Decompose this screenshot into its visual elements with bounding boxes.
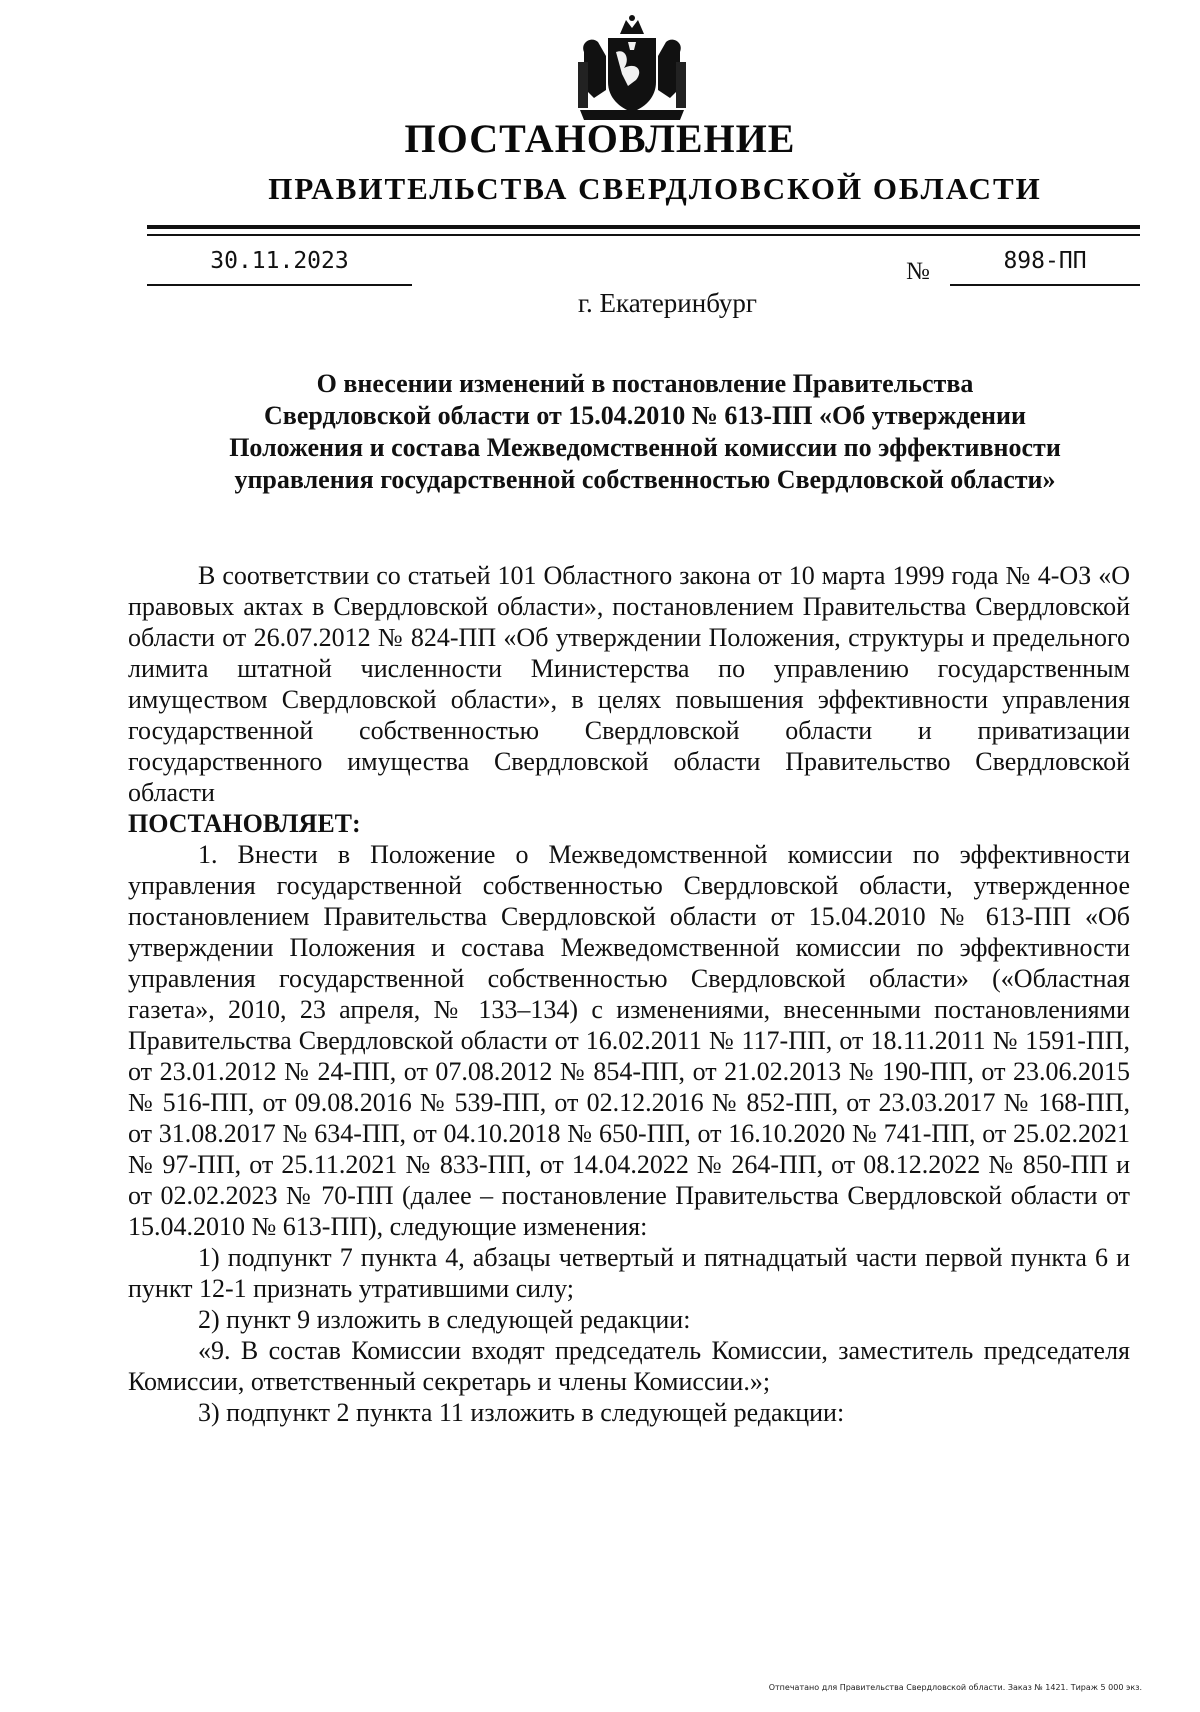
document-body	[128, 560, 1130, 1428]
quoted-clause-9: «9. В состав Комиссии входят председатель Комиссии, заместитель председателя Комиссии, ответственный секретарь и члены Комиссии.»;	[128, 1336, 1130, 1396]
document-title	[150, 368, 1140, 496]
issuer-heading: ПРАВИТЕЛЬСТВА СВЕРДЛОВСКОЙ ОБЛАСТИ	[268, 171, 1042, 206]
header-divider-thick	[147, 225, 1140, 229]
coat-of-arms-icon	[570, 12, 694, 124]
subitem-1-paragraph: 1) подпункт 7 пункта 4, абзацы четвертый и пятнадцатый части первой пункта 6 и пункт 12-1 признать утратившими силу;	[128, 1243, 1130, 1303]
document-type-heading: ПОСТАНОВЛЕНИЕ	[404, 116, 796, 161]
issue-city: г. Екатеринбург	[578, 288, 757, 318]
number-label: №	[906, 258, 930, 285]
item-1-paragraph: 1. Внести в Положение о Межведомственной комиссии по эффективности управления государственной собственностью Свердловской области, утвержденное постановлением Правительства Свердловской области от 15.04.2010 № 613-ПП «Об утверждении Положения и состава Межведомственной комиссии по эффективности управления государственной собственностью Свердловской области» («Областная газета», 2010, 23 апреля, № 133–134) с изменениями, внесенными постановлениями Правительства Свердловской области от 16.02.2011 № 117-ПП, от 18.11.2011 № 1591-ПП, от 23.01.2012 № 24-ПП, от 07.08.2012 № 854-ПП, от 21.02.2013 № 190-ПП, от 23.06.2015 № 516-ПП, от 09.08.2016 № 539-ПП, от 02.12.2016 № 852-ПП, от 23.03.2017 № 168-ПП, от 31.08.2017 № 634-ПП, от 04.10.2018 № 650-ПП, от 16.10.2020 № 741-ПП, от 25.02.2021 № 97-ПП, от 25.11.2021 № 833-ПП, от 14.04.2022 № 264-ПП, от 08.12.2022 № 850-ПП и от 02.02.2023 № 70-ПП (далее – постановление Правительства Свердловской области от 15.04.2010 № 613-ПП), следующие изменения:	[128, 840, 1130, 1241]
decree-word: ПОСТАНОВЛЯЕТ:	[128, 809, 361, 838]
title-line: О внесении изменений в постановление Правительства	[316, 369, 974, 398]
header-divider-thin	[147, 234, 1140, 236]
print-footer-note: Отпечатано для Правительства Свердловской области. Заказ № 1421. Тираж 5 000 экз.	[768, 1683, 1142, 1692]
subitem-2-paragraph: 2) пункт 9 изложить в следующей редакции:	[198, 1305, 691, 1334]
preamble-paragraph: В соответствии со статьей 101 Областного закона от 10 марта 1999 года № 4-ОЗ «О правовых актах в Свердловской области», постановлением Правительства Свердловской области от 26.07.2012 № 824-ПП «Об утверждении Положения, структуры и предельного лимита штатной численности Министерства по управлению государственным имуществом Свердловской области», в целях повышения эффективности управления государственной собственностью Свердловской области и приватизации государственного имущества Свердловской области Правительство Свердловской области	[128, 561, 1130, 807]
document-number: 898-ПП	[950, 248, 1140, 286]
title-line: Свердловской области от 15.04.2010 № 613-ПП «Об утверждении	[264, 401, 1026, 430]
document-date: 30.11.2023	[147, 248, 412, 286]
title-line: Положения и состава Межведомственной комиссии по эффективности	[229, 433, 1061, 462]
title-line: управления государственной собственностью Свердловской области»	[234, 465, 1056, 494]
subitem-3-paragraph: 3) подпункт 2 пункта 11 изложить в следующей редакции:	[198, 1398, 845, 1427]
